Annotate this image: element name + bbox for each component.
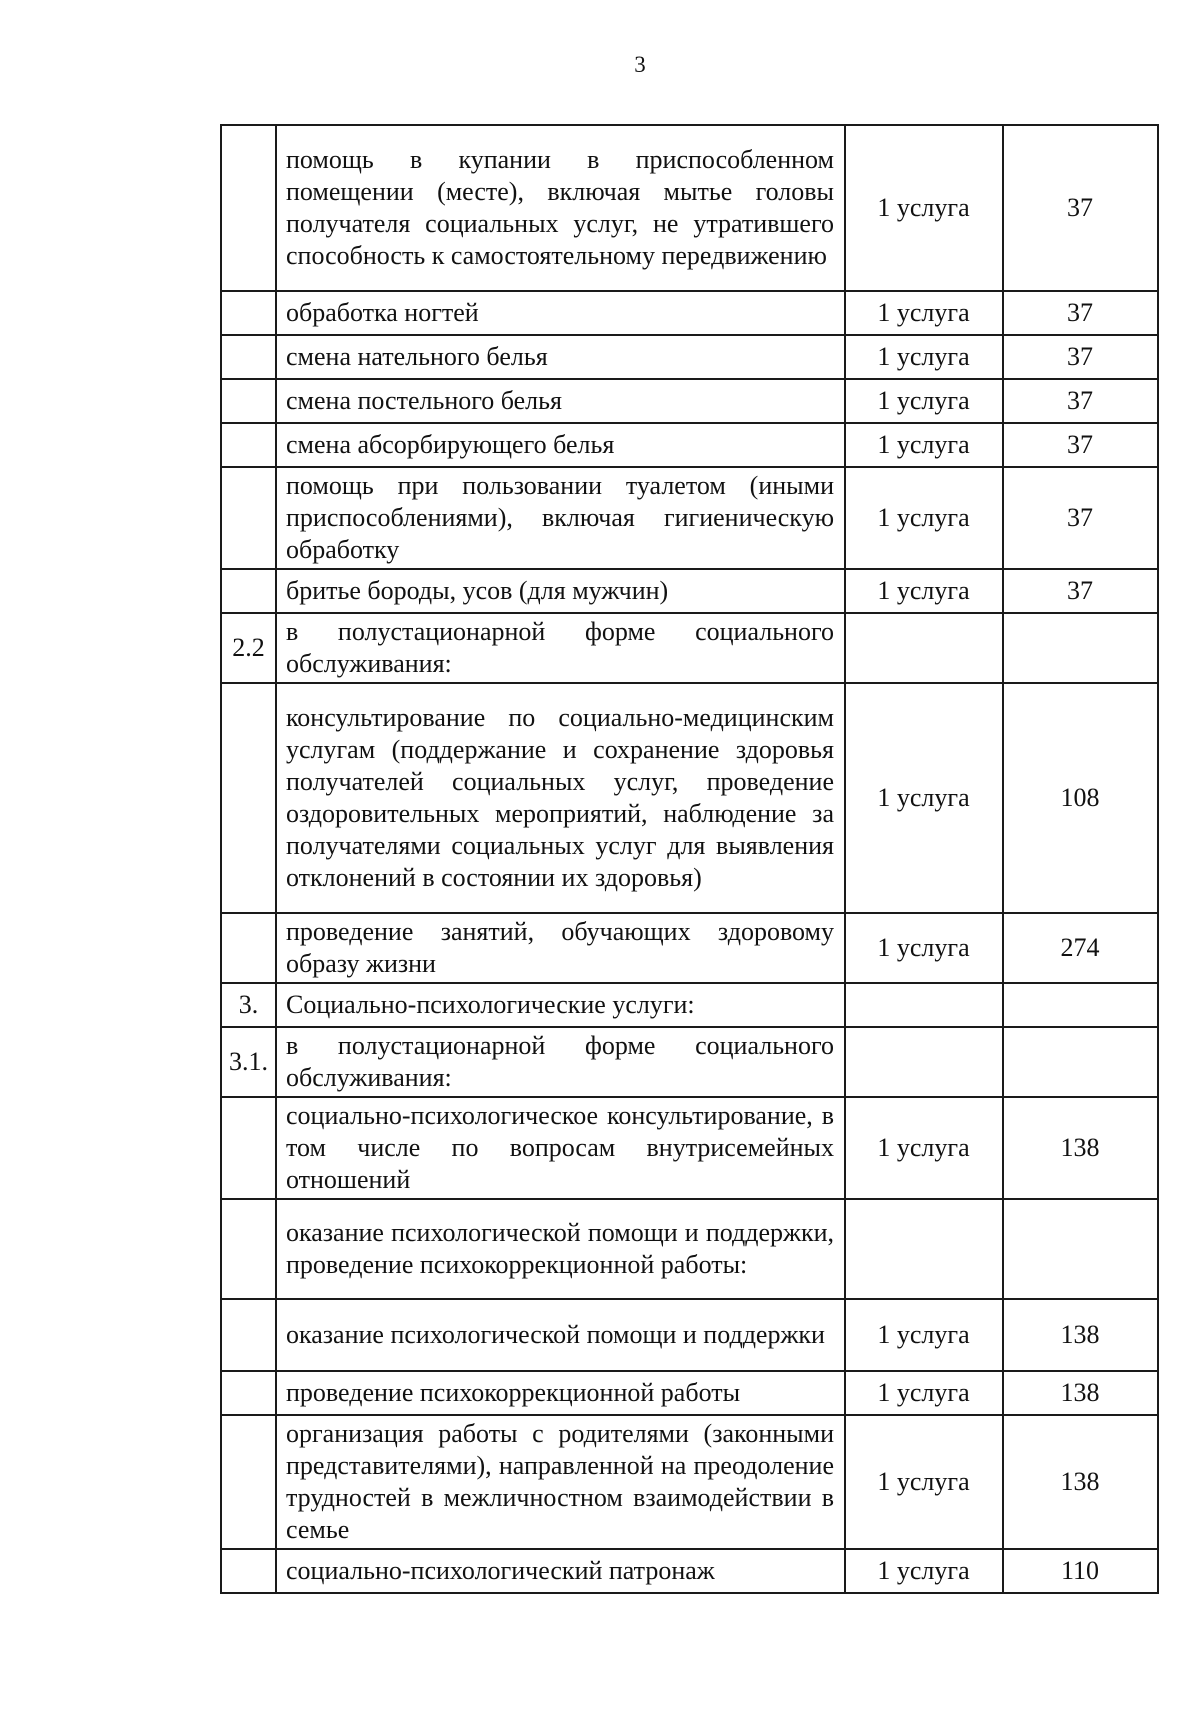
row-number: 3.1. bbox=[221, 1027, 276, 1097]
table-row bbox=[221, 1199, 1158, 1299]
unit-cell: 1 услуга bbox=[845, 913, 1003, 983]
service-description: в полустационарной форме социального обслуживания: bbox=[276, 1027, 845, 1097]
unit-cell: 1 услуга bbox=[845, 291, 1003, 335]
service-description: бритье бороды, усов (для мужчин) bbox=[276, 569, 845, 613]
table-row bbox=[221, 379, 1158, 423]
unit-cell: 1 услуга bbox=[845, 125, 1003, 291]
price-cell: 138 bbox=[1003, 1299, 1158, 1371]
table-row bbox=[221, 913, 1158, 983]
table-row bbox=[221, 467, 1158, 569]
row-number bbox=[221, 683, 276, 913]
row-number bbox=[221, 335, 276, 379]
table-row bbox=[221, 1371, 1158, 1415]
unit-cell: 1 услуга bbox=[845, 467, 1003, 569]
row-number bbox=[221, 569, 276, 613]
unit-cell: 1 услуга bbox=[845, 683, 1003, 913]
unit-cell: 1 услуга bbox=[845, 1299, 1003, 1371]
unit-cell: 1 услуга bbox=[845, 569, 1003, 613]
row-number bbox=[221, 423, 276, 467]
table-row bbox=[221, 335, 1158, 379]
service-description: Социально-психологические услуги: bbox=[276, 983, 845, 1027]
unit-cell bbox=[845, 613, 1003, 683]
row-number: 3. bbox=[221, 983, 276, 1027]
table-row bbox=[221, 569, 1158, 613]
table-row bbox=[221, 1415, 1158, 1549]
unit-cell bbox=[845, 983, 1003, 1027]
page-number: 3 bbox=[634, 52, 646, 77]
service-description: помощь в купании в приспособленном помещении (месте), включая мытье головы получателя социальных услуг, не утратившего способность к самостоятельному передвижению bbox=[276, 125, 845, 291]
price-cell bbox=[1003, 613, 1158, 683]
price-cell bbox=[1003, 1199, 1158, 1299]
row-number bbox=[221, 467, 276, 569]
price-cell: 138 bbox=[1003, 1371, 1158, 1415]
price-cell: 37 bbox=[1003, 569, 1158, 613]
price-cell: 110 bbox=[1003, 1549, 1158, 1593]
table-row bbox=[221, 125, 1158, 291]
service-description: помощь при пользовании туалетом (иными приспособлениями), включая гигиеническую обработку bbox=[276, 467, 845, 569]
unit-cell: 1 услуга bbox=[845, 1097, 1003, 1199]
price-cell: 108 bbox=[1003, 683, 1158, 913]
unit-cell: 1 услуга bbox=[845, 335, 1003, 379]
unit-cell: 1 услуга bbox=[845, 379, 1003, 423]
row-number bbox=[221, 1199, 276, 1299]
service-description: в полустационарной форме социального обслуживания: bbox=[276, 613, 845, 683]
price-cell: 138 bbox=[1003, 1097, 1158, 1199]
row-number bbox=[221, 913, 276, 983]
table-row bbox=[221, 291, 1158, 335]
table-row bbox=[221, 1299, 1158, 1371]
service-description: социально-психологический патронаж bbox=[276, 1549, 845, 1593]
row-number bbox=[221, 1549, 276, 1593]
price-cell: 274 bbox=[1003, 913, 1158, 983]
unit-cell: 1 услуга bbox=[845, 1549, 1003, 1593]
row-number bbox=[221, 291, 276, 335]
service-description: оказание психологической помощи и поддержки, проведение психокоррекционной работы: bbox=[276, 1199, 845, 1299]
service-description: оказание психологической помощи и поддержки bbox=[276, 1299, 845, 1371]
table-row bbox=[221, 613, 1158, 683]
table-row bbox=[221, 423, 1158, 467]
row-number bbox=[221, 1299, 276, 1371]
service-description: смена нательного белья bbox=[276, 335, 845, 379]
unit-cell: 1 услуга bbox=[845, 1415, 1003, 1549]
table-row bbox=[221, 1549, 1158, 1593]
row-number bbox=[221, 1415, 276, 1549]
service-description: социально-психологическое консультирование, в том числе по вопросам внутрисемейных отношений bbox=[276, 1097, 845, 1199]
service-description: проведение психокоррекционной работы bbox=[276, 1371, 845, 1415]
row-number bbox=[221, 1097, 276, 1199]
price-cell: 37 bbox=[1003, 379, 1158, 423]
price-cell bbox=[1003, 983, 1158, 1027]
table-row bbox=[221, 1027, 1158, 1097]
services-table bbox=[220, 124, 1159, 1594]
service-description: обработка ногтей bbox=[276, 291, 845, 335]
table-row bbox=[221, 983, 1158, 1027]
price-cell: 138 bbox=[1003, 1415, 1158, 1549]
row-number: 2.2 bbox=[221, 613, 276, 683]
row-number bbox=[221, 125, 276, 291]
table-row bbox=[221, 1097, 1158, 1199]
service-description: смена постельного белья bbox=[276, 379, 845, 423]
price-cell bbox=[1003, 1027, 1158, 1097]
unit-cell bbox=[845, 1027, 1003, 1097]
row-number bbox=[221, 1371, 276, 1415]
unit-cell: 1 услуга bbox=[845, 423, 1003, 467]
unit-cell bbox=[845, 1199, 1003, 1299]
row-number bbox=[221, 379, 276, 423]
price-cell: 37 bbox=[1003, 467, 1158, 569]
service-description: проведение занятий, обучающих здоровому образу жизни bbox=[276, 913, 845, 983]
service-description: организация работы с родителями (законными представителями), направленной на преодоление трудностей в межличностном взаимодействии в семье bbox=[276, 1415, 845, 1549]
unit-cell: 1 услуга bbox=[845, 1371, 1003, 1415]
price-cell: 37 bbox=[1003, 423, 1158, 467]
service-description: смена абсорбирующего белья bbox=[276, 423, 845, 467]
service-description: консультирование по социально-медицинским услугам (поддержание и сохранение здоровья получателей социальных услуг, проведение оздоровительных мероприятий, наблюдение за получателями социальных услуг для выявления отклонений в состоянии их здоровья) bbox=[276, 683, 845, 913]
table-row bbox=[221, 683, 1158, 913]
price-cell: 37 bbox=[1003, 335, 1158, 379]
price-cell: 37 bbox=[1003, 291, 1158, 335]
price-cell: 37 bbox=[1003, 125, 1158, 291]
